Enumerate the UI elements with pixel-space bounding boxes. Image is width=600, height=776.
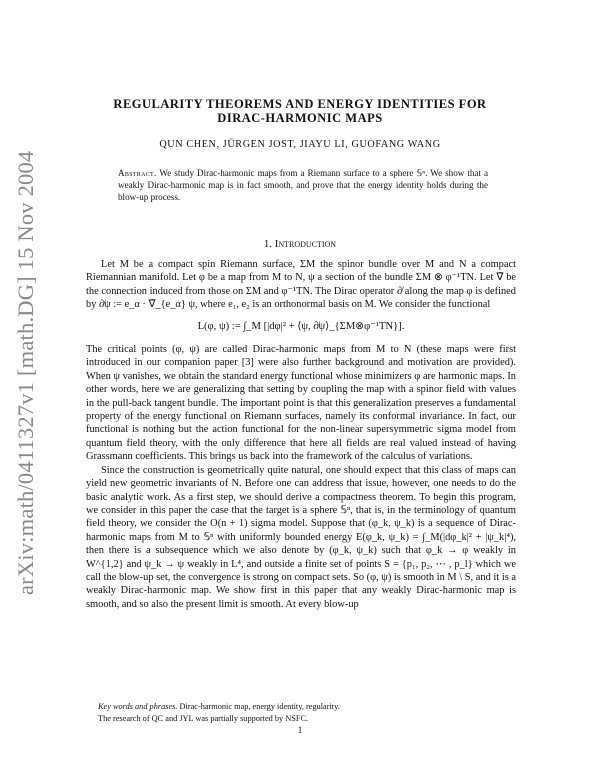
abstract [118, 167, 488, 204]
keywords-label: Key words and phrases. [98, 702, 178, 711]
paragraph-1: Let M be a compact spin Riemann surface, ΣM the spinor bundle over M and N a compact Riemannian manifold. Let φ be a map from M to N, ψ a section of the bundle ΣM ⊗ φ⁻¹TN. Let ∇̃ be the connection induced from those on ΣM and φ⁻¹TN. The Dirac operator ∂̸ along the map φ is defined by ∂̸ψ := e_α · ∇̃_{e_α} ψ, where e₁, e₂ is an orthonormal basis on M. We consider the functional [86, 259, 516, 311]
arxiv-stamp: arXiv:math/0411327v1 [math.DG] 15 Nov 2004 [13, 150, 38, 595]
page-number: 1 [297, 726, 303, 736]
title-line-1: REGULARITY THEOREMS AND ENERGY IDENTITIES FOR [113, 97, 487, 111]
section-number: 1. [263, 238, 273, 250]
keywords-footnote [86, 701, 516, 713]
title-line-2: DIRAC-HARMONIC MAPS [217, 111, 383, 125]
abstract-text: We study Dirac-harmonic maps from a Riemann surface to a sphere 𝕊ⁿ. We show that a weakly Dirac-harmonic map is in fact smooth, and prove that the energy identity holds during the blow-up process. [118, 168, 488, 203]
paragraph-2: The critical points (φ, ψ) are called Dirac-harmonic maps from M to N (these maps were first introduced in our companion paper [3] were also further background and motivation are provided). When ψ vanishes, we obtain the standard energy functional whose minimizers φ are harmonic maps. In other words, here we are generalizing that setting by coupling the map with a spinor field with values in the pull-back tangent bundle. The important point is that this generalization preserves a fundamental property of the energy functional on Riemann surfaces, namely its conformal invariance. In fact, our functional is nothing but the action functional for the non-linear supersymmetric sigma model from quantum field theory, with the only difference that here all fields are real valued instead of having Grassmann coefficients. This brings us back into the framework of the calculus of variations. [86, 344, 516, 463]
section-heading [90, 238, 510, 250]
section-title: Introduction [274, 238, 337, 250]
body-text [86, 258, 516, 611]
footnotes [86, 701, 516, 724]
paragraph-3: Since the construction is geometrically quite natural, one should expect that this class of maps can yield new geometric invariants of N. Before one can address that issue, however, one needs to do the basic analytic work. As a first step, we should derive a compactness theorem. To begin this program, we consider in this paper the case that the target is a sphere 𝕊ⁿ, that is, in the terminology of quantum field theory, we consider the O(n + 1) sigma model. Suppose that (φ_k, ψ_k) is a sequence of Dirac-harmonic maps from M to 𝕊ⁿ with uniformly bounded energy E(φ_k, ψ_k) = ∫_M(|dφ_k|² + |ψ_k|⁴), then there is a subsequence which we also denote by (φ_k, ψ_k) such that φ_k → φ weakly in W^{1,2} and ψ_k → ψ weakly in L⁴, and outside a finite set of points S = {p₁, p₂, ⋯ , p_l} which we call the blow-up set, the convergence is strong on compact sets. So (φ, ψ) is smooth in M \ S, and it is a weakly Dirac-harmonic map. We show first in this paper that any weakly Dirac-harmonic map is smooth, and so also the present limit is smooth. At every blow-up [86, 464, 516, 610]
author-list: QUN CHEN, JÜRGEN JOST, JIAYU LI, GUOFANG WANG [159, 139, 441, 150]
paper-title [90, 97, 510, 125]
display-equation: L(φ, ψ) := ∫_M [|dφ|² + ⟨ψ, ∂̸ψ⟩_{ΣM⊗φ⁻¹TN}]. [197, 320, 405, 332]
abstract-label: Abstract. [118, 168, 157, 178]
keywords-text: Dirac-harmonic map, energy identity, regularity. [179, 702, 340, 711]
support-footnote: The research of QC and JYL was partially supported by NSFC. [98, 713, 309, 723]
